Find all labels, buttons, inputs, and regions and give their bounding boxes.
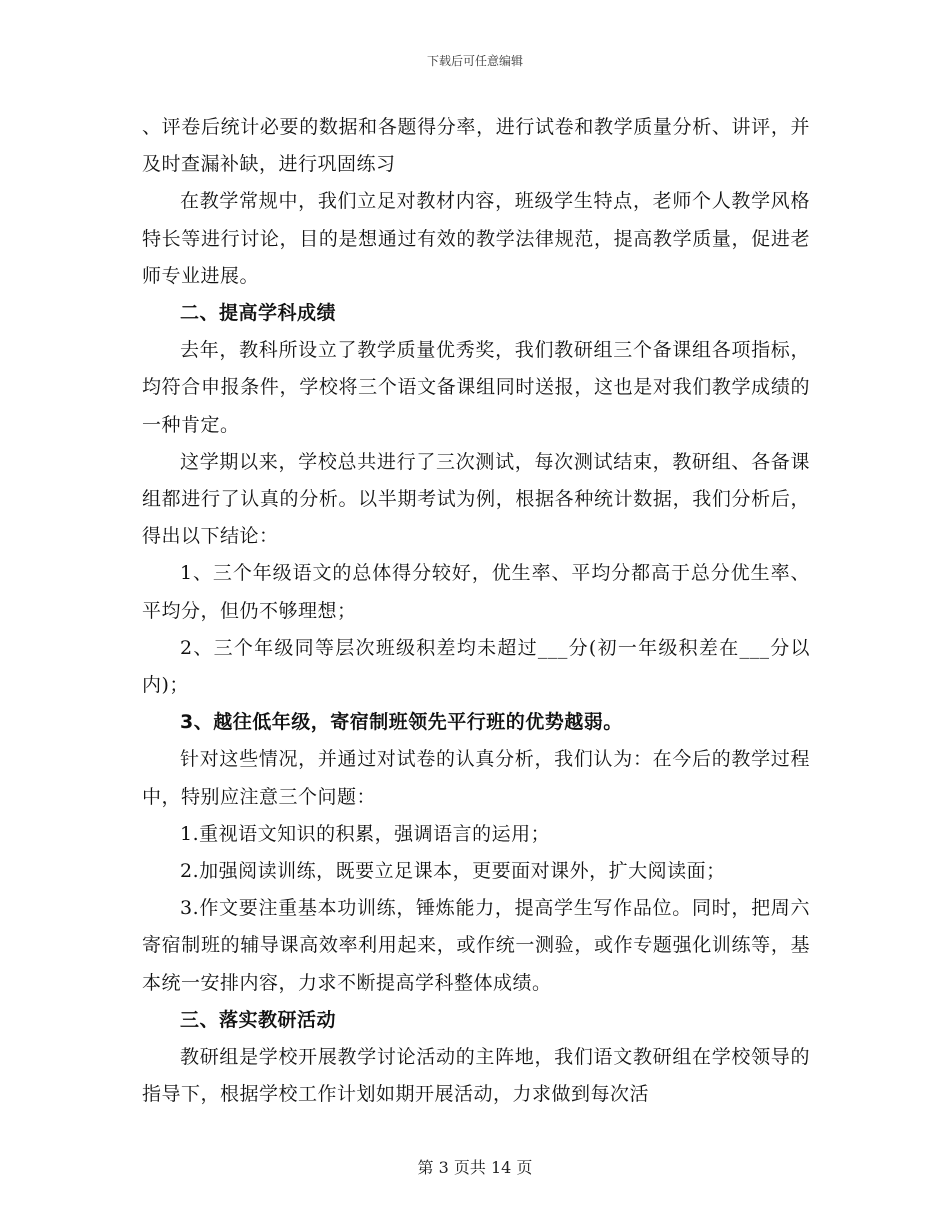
- section-heading-3: 三、落实教研活动: [180, 1008, 337, 1031]
- section-heading-2: 二、提高学科成绩: [180, 302, 337, 325]
- conclusion-point-3: 3、越往低年级，寄宿制班领先平行班的优势越弱。: [180, 711, 623, 734]
- document-body: [142, 109, 810, 1113]
- page-footer: 第 3 页共 14 页: [417, 1158, 533, 1177]
- paragraph-11: 教研组是学校开展教学讨论活动的主阵地，我们语文教研组在学校领导的指导下，根据学校工作计划如期开展活动，力求做到每次活: [142, 1046, 810, 1106]
- paragraph-1: 、评卷后统计必要的数据和各题得分率，进行试卷和教学质量分析、讲评，并及时查漏补缺，进行巩固练习: [142, 116, 810, 176]
- paragraph-7: 针对这些情况，并通过对试卷的认真分析，我们认为：在今后的教学过程中，特别应注意三个问题：: [142, 748, 810, 808]
- paragraph-10: 3.作文要注重基本功训练，锤炼能力，提高学生写作品位。同时，把周六寄宿制班的辅导课高效率利用起来，或作统一测验，或作专题强化训练等，基本统一安排内容，力求不断提高学科整体成绩。: [142, 897, 810, 994]
- paragraph-8: 1.重视语文知识的积累，强调语言的运用；: [180, 822, 551, 845]
- paragraph-4: 这学期以来，学校总共进行了三次测试，每次测试结束，教研组、各备课组都进行了认真的分析。以半期考试为例，根据各种统计数据，我们分析后，得出以下结论：: [142, 450, 810, 548]
- paragraph-5: 1、三个年级语文的总体得分较好，优生率、平均分都高于总分优生率、平均分，但仍不够理想；: [142, 562, 810, 622]
- page-header: 下载后可任意编辑: [426, 54, 523, 68]
- paragraph-2: 在教学常规中，我们立足对教材内容，班级学生特点，老师个人教学风格特长等进行讨论，目的是想通过有效的教学法律规范，提高教学质量，促进老师专业进展。: [142, 190, 810, 287]
- paragraph-9: 2.加强阅读训练，既要立足课本，更要面对课外，扩大阅读面；: [180, 860, 726, 883]
- paragraph-6: 2、三个年级同等层次班级积差均未超过___分(初一年级积差在___分以内)；: [142, 636, 810, 697]
- paragraph-3: 去年，教科所设立了教学质量优秀奖，我们教研组三个备课组各项指标，均符合申报条件，学校将三个语文备课组同时送报，这也是对我们教学成绩的一种肯定。: [142, 339, 810, 436]
